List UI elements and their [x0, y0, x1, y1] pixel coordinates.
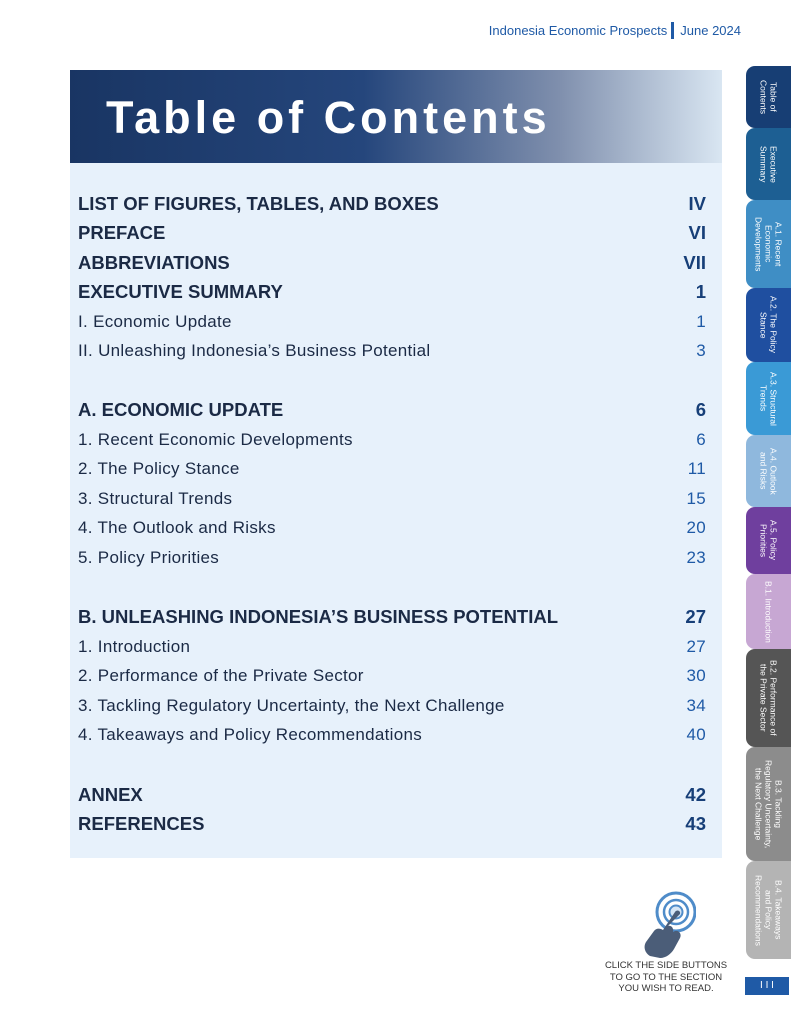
page-title: Table of Contents [106, 92, 551, 143]
toc-entry-page: 20 [686, 518, 706, 537]
tab-a4-outlook-and-risks[interactable] [746, 435, 791, 507]
toc-entry-page: 27 [685, 606, 706, 627]
tab-b1-introduction[interactable] [746, 574, 791, 649]
toc-entry-label: ANNEX [78, 784, 143, 805]
toc-entry-label: 2. Performance of the Private Sector [78, 666, 364, 685]
toc-entry-label: EXECUTIVE SUMMARY [78, 281, 283, 302]
toc-entry-label: ABBREVIATIONS [78, 252, 230, 273]
toc-entry-page: 1 [695, 281, 706, 302]
toc-entry-page: 6 [695, 399, 706, 420]
toc-entry-label: 5. Policy Priorities [78, 548, 220, 567]
toc-entry-page: 23 [686, 548, 706, 567]
toc-title-banner [70, 70, 722, 163]
tab-label: Table of Contents [758, 79, 779, 115]
toc-entry-page: 42 [685, 784, 706, 805]
toc-entry-page: 15 [686, 489, 706, 508]
tab-a5-policy-priorities[interactable] [746, 507, 791, 574]
tab-label: B.1. Introduction [763, 580, 774, 643]
toc-entry[interactable] [78, 455, 706, 483]
toc-entry-label: LIST OF FIGURES, TABLES, AND BOXES [78, 193, 439, 214]
toc-entry-page: 11 [687, 459, 706, 478]
toc-entry[interactable] [78, 190, 706, 218]
toc-entry-label: A. ECONOMIC UPDATE [78, 399, 284, 420]
toc-entry[interactable] [78, 396, 706, 424]
toc-entry[interactable] [78, 781, 706, 809]
toc-entry-label: 1. Recent Economic Developments [78, 430, 353, 449]
tab-label: A.3. Structural Trends [758, 371, 779, 426]
tab-label: A.5. Policy Priorities [758, 520, 779, 561]
tab-label: B.2. Performance of the Private Sector [758, 660, 779, 736]
toc-entry-label: 4. The Outlook and Risks [78, 518, 276, 537]
toc-entry-page: 6 [696, 430, 706, 449]
tab-label: B.3. Tackling Regulatory Uncertainty, the Next Challenge [753, 759, 784, 849]
tab-label: A.2. The Policy Stance [758, 296, 779, 354]
header-divider [671, 22, 674, 39]
toc-entry-label: PREFACE [78, 222, 166, 243]
toc-entry-label: REFERENCES [78, 813, 205, 834]
toc-entry[interactable] [78, 485, 706, 513]
toc-entry-page: 3 [696, 341, 706, 360]
toc-entry-page: 30 [686, 666, 706, 685]
toc-entry[interactable] [78, 514, 706, 542]
toc-entry[interactable] [78, 603, 706, 631]
toc-entry-label: 3. Tackling Regulatory Uncertainty, the Next Challenge [78, 696, 505, 715]
toc-entry-page: 27 [686, 637, 706, 656]
toc-entry-label: 4. Takeaways and Policy Recommendations [78, 725, 423, 744]
toc-entry[interactable] [78, 692, 706, 720]
toc-entry-page: 40 [686, 725, 706, 744]
toc-entry[interactable] [78, 219, 706, 247]
toc-entry[interactable] [78, 249, 706, 277]
tab-label: B.4. Takeaways and Policy Recommendations [753, 874, 784, 946]
toc-entry[interactable] [78, 810, 706, 838]
tab-label: A.4. Outlook and Risks [758, 447, 779, 495]
navigation-hint [604, 890, 728, 995]
toc-entry[interactable] [78, 633, 706, 661]
toc-list [70, 163, 722, 858]
tab-label: Executive Summary [758, 145, 779, 183]
toc-entry[interactable] [78, 337, 706, 365]
touch-hand-icon [636, 890, 696, 958]
toc-entry-label: B. UNLEASHING INDONESIA’S BUSINESS POTENTIAL [78, 606, 559, 627]
toc-entry-page: VI [688, 222, 706, 243]
toc-entry[interactable] [78, 278, 706, 306]
toc-entry-page: IV [688, 193, 706, 214]
tab-a2-policy-stance[interactable] [746, 288, 791, 362]
toc-entry[interactable] [78, 662, 706, 690]
publication-title: Indonesia Economic Prospects [488, 23, 668, 38]
toc-entry[interactable] [78, 544, 706, 572]
toc-entry-page: 34 [686, 696, 706, 715]
toc-entry-page: VII [683, 252, 706, 273]
tab-a3-structural-trends[interactable] [746, 362, 791, 435]
tab-executive-summary[interactable] [746, 128, 791, 200]
tab-a1-recent-economic-developments[interactable] [746, 200, 791, 288]
toc-entry-label: 3. Structural Trends [78, 489, 233, 508]
toc-entry-label: 2. The Policy Stance [78, 459, 240, 478]
toc-entry-label: I. Economic Update [78, 312, 232, 331]
tab-b4-takeaways-recommendations[interactable] [746, 861, 791, 959]
toc-entry[interactable] [78, 426, 706, 454]
toc-entry-label: 1. Introduction [78, 637, 191, 656]
tab-table-of-contents[interactable] [746, 66, 791, 128]
tab-b3-regulatory-uncertainty[interactable] [746, 747, 791, 861]
toc-entry[interactable] [78, 308, 706, 336]
toc-entry-label: II. Unleashing Indonesia’s Business Potential [78, 341, 431, 360]
page-number: I I I [745, 977, 789, 995]
toc-entry-page: 43 [685, 813, 706, 834]
toc-entry-page: 1 [696, 312, 706, 331]
running-header [489, 22, 741, 39]
tab-label: A.1. Recent Economic Developments [753, 216, 784, 272]
navigation-hint-text: CLICK THE SIDE BUTTONS TO GO TO THE SECTION YOU WISH TO READ. [604, 960, 728, 994]
tab-b2-performance-private-sector[interactable] [746, 649, 791, 747]
publication-date: June 2024 [680, 23, 741, 38]
toc-entry[interactable] [78, 721, 706, 749]
